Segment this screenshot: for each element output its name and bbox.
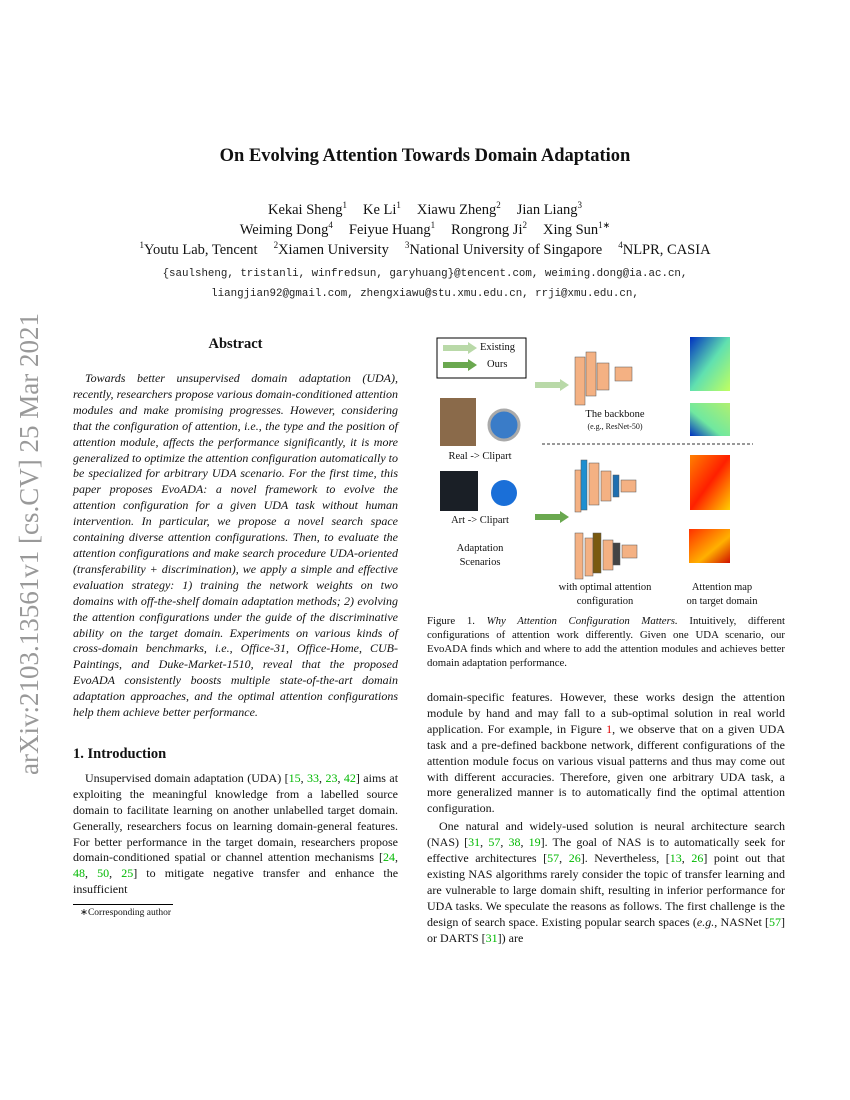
affiliation: $^2$Xiamen University: [273, 240, 389, 258]
citation[interactable]: 23: [325, 770, 338, 785]
legend-ours: Ours: [487, 359, 508, 370]
caption-label: Figure 1.: [427, 615, 475, 627]
figure-1: [425, 330, 785, 615]
backbone-icon: [575, 352, 632, 405]
citation[interactable]: 19: [528, 835, 541, 850]
author-affil-mark: 1: [342, 200, 347, 211]
scenario-2-label: Art -> Clipart: [451, 515, 509, 526]
attention-map-2: [690, 403, 730, 436]
citation[interactable]: 33: [307, 770, 320, 785]
scenarios-label-line: Scenarios: [459, 557, 501, 568]
citation[interactable]: 57: [488, 835, 501, 850]
affiliation: $^3$National University of Singapore: [404, 240, 603, 258]
body-paragraph: domain-specific features. However, these works design the attention module by hand and may fall to a sub-optimal solution in real world application. For example, in Figure 1, we observe that on a given UDA task and a pre-defined backbone network, different configurations of the attention module focus on various visual patterns and thus may come out with different accuracies. Therefore, given one arbitrary UDA task, a more generalized manner is to automatically find the optimal attention configuration.: [427, 690, 785, 816]
author-affil-mark: 4: [328, 220, 333, 231]
caption-text: Intuitively, different configurations of attention work differently. Given one UDA scenario, our EvoADA finds which and where to add the attention modules and achieves better domain adaptation performance.: [427, 615, 785, 669]
affiliation: $^1$Youtu Lab, Tencent: [139, 240, 258, 258]
affil-mark: 2: [273, 240, 279, 251]
citation[interactable]: 24: [383, 850, 395, 865]
affiliations: [0, 240, 850, 260]
attention-map-1: [690, 337, 730, 391]
affil-mark: 4: [618, 240, 623, 251]
left-column: [73, 335, 398, 919]
intro-heading: 1. Introduction: [73, 745, 167, 762]
optimal-config-label: [545, 581, 665, 609]
backbone-label: The backbone: [585, 409, 645, 420]
citation[interactable]: 26: [691, 851, 704, 866]
email-line-2: liangjian92@gmail.com, zhengxiawu@stu.xmu.edu.cn, rrji@xmu.edu.cn,: [211, 288, 639, 300]
citation[interactable]: 48: [73, 866, 85, 881]
existing-flow-arrow-icon: [535, 379, 569, 391]
footnote-rule: [73, 904, 173, 905]
author: Xing Sun$^{1∗}$: [542, 220, 611, 238]
clipart-helmet-icon: [491, 480, 517, 506]
optimal-config-line: with optimal attention: [558, 582, 652, 593]
citation[interactable]: 50: [97, 866, 110, 881]
italic-text: e.g.: [696, 914, 715, 929]
author: Rongrong Ji$^2$: [451, 220, 527, 238]
citation[interactable]: 57: [547, 851, 560, 866]
author: Xiawu Zheng$^2$: [416, 200, 501, 218]
author-block: [0, 200, 850, 260]
authors-line-1: [0, 200, 850, 220]
attention-map-line: on target domain: [686, 596, 758, 607]
citation[interactable]: 25: [121, 866, 134, 881]
right-column: [427, 614, 785, 947]
legend-existing: Existing: [480, 342, 516, 353]
body-paragraph: One natural and widely-used solution is neural architecture search (NAS) [31, 57, 38, 19]. The goal of NAS is to automatically seek for effective architectures [57, 26]. Nevertheless, [13, 26] point out that existing NAS algorithms rarely consider the topic of transfer learning and are vulnerable to large domain shift, resulting in inferior performance for UDA tasks. We speculate the reasons as follows. The first challenge is the design of search space. Existing popular search spaces (e.g., NASNet [57] or DARTS [31]) are: [427, 819, 786, 945]
intro-paragraph: Unsupervised domain adaptation (UDA) [15, 33, 23, 42] aims at exploiting the meaningful knowledge from a labelled source domain to facilitate learning on another unlabelled target domain. Generally, researchers focus on learning domain-general features. For better performance in the target domain, researchers propose domain-conditioned spatial or channel attention mechanisms [24, 48, 50, 25] to mitigate negative transfer and enhance the insufficient: [73, 770, 399, 897]
citation[interactable]: 38: [508, 835, 521, 850]
author: Kekai Sheng$^1$: [267, 200, 347, 218]
caption-title: Why Attention Configuration Matters.: [486, 615, 678, 627]
attention-map-4: [689, 529, 730, 563]
author-affil-mark: 1: [430, 220, 436, 231]
attention-map-line: Attention map: [691, 582, 753, 593]
author: Jian Liang$^3$: [516, 200, 583, 218]
email-line-1: {saulsheng, tristanli, winfredsun, garyhuang}@tencent.com, weiming.dong@ia.ac.cn,: [162, 268, 688, 280]
clipart-clock-icon: [489, 410, 519, 440]
author-affil-mark: 2: [522, 220, 527, 231]
citation[interactable]: 31: [485, 930, 498, 945]
author-affil-mark: 2: [496, 200, 501, 211]
attention-map-label: [672, 581, 772, 609]
author: Ke Li$^1$: [362, 200, 401, 218]
arxiv-stamp: arXiv:2103.13561v1 [cs.CV] 25 Mar 2021: [14, 313, 44, 775]
real-clock-image: [440, 398, 476, 446]
figure-ref[interactable]: 1: [606, 721, 613, 736]
author: Feiyue Huang$^1$: [348, 220, 436, 238]
paper-header: [0, 145, 850, 304]
footnote: ∗Corresponding author: [80, 908, 172, 919]
attention-map-3: [690, 455, 730, 510]
paper-title: On Evolving Attention Towards Domain Adaptation: [219, 146, 631, 166]
figure-caption: [427, 614, 785, 670]
citation[interactable]: 13: [669, 851, 682, 866]
affil-mark: 3: [404, 240, 410, 251]
backbone-example: (e.g., ResNet-50): [587, 422, 643, 431]
citation[interactable]: 26: [568, 851, 581, 866]
config-2-icon: [575, 533, 637, 579]
abstract-heading: Abstract: [208, 336, 263, 352]
author-affil-mark: 1: [396, 200, 401, 211]
emails: [0, 264, 850, 304]
scenarios-label-line: Adaptation: [456, 543, 504, 554]
config-1-icon: [575, 460, 636, 512]
citation[interactable]: 31: [468, 835, 481, 850]
author-affil-mark: 3: [577, 200, 583, 211]
author: Weiming Dong$^4$: [239, 220, 333, 238]
scenario-1-label: Real -> Clipart: [448, 451, 512, 462]
affiliation: $^4$NLPR, CASIA: [618, 240, 711, 258]
ours-flow-arrow-icon: [535, 511, 569, 523]
abstract-paragraph: Towards better unsupervised domain adaptation (UDA), recently, researchers propose various domain-conditioned attention modules and make promising progresses. However, considering that the configuration of attention, i.e., the type and the position of attention module, affects the performance significantly, it is more generalized to optimize the attention configuration automatically to be specialized for arbitrary UDA scenario. For the first time, this paper proposes EvoADA: a novel framework to evolve the attention configuration for a given UDA task without human intervention. In particular, we propose a novel search space containing diverse attention configurations. Then, to evaluate the attention configurations and make search procedure UDA-oriented (transferability + discrimination), we apply a simple and effective evaluation strategy: 1) training the network weights on two domains with off-the-shelf domain adaptation methods; 2) evolving the attention configurations under the guide of the discriminative ability on the target domain. Experiments on various kinds of cross-domain benchmarks, i.e., Office-31, Office-Home, CUB-Paintings, and Duke-Market-1510, reveal that the proposed EvoADA consistently boosts multiple state-of-the-art domain adaptation approaches, and the optimal attention configurations help them achieve better performance.: [73, 371, 398, 720]
authors-line-2: [0, 220, 850, 240]
art-helmet-image: [440, 471, 478, 511]
affil-mark: 1: [139, 240, 144, 251]
scenarios-label: [435, 542, 525, 570]
citation[interactable]: 42: [343, 770, 356, 785]
optimal-config-line: configuration: [576, 596, 634, 607]
citation[interactable]: 15: [288, 770, 301, 785]
author-affil-mark: 1∗: [598, 220, 611, 231]
citation[interactable]: 57: [769, 914, 781, 929]
